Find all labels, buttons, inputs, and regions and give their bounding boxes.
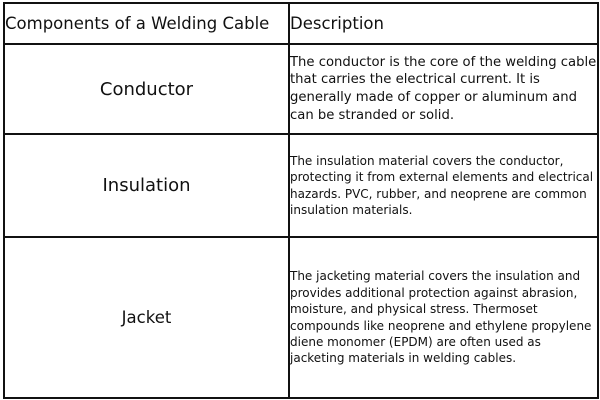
component-conductor: Conductor <box>4 44 289 134</box>
component-jacket: Jacket <box>4 237 289 398</box>
component-insulation: Insulation <box>4 134 289 237</box>
description-conductor: The conductor is the core of the welding cable that carries the electrical current. It is generally made of copper or aluminum and can be stranded or solid. <box>289 44 598 134</box>
welding-cable-table <box>3 2 599 399</box>
table-row <box>4 237 598 398</box>
table-row <box>4 44 598 134</box>
description-insulation: The insulation material covers the conductor, protecting it from external elements and electrical hazards. PVC, rubber, and neoprene are common insulation materials. <box>289 134 598 237</box>
description-jacket: The jacketing material covers the insulation and provides additional protection against abrasion, moisture, and physical stress. Thermoset compounds like neoprene and ethylene propylene diene monomer (EPDM) are often used as jacketing materials in welding cables. <box>289 237 598 398</box>
table-header-row <box>4 3 598 44</box>
header-description: Description <box>289 3 598 44</box>
table-row <box>4 134 598 237</box>
header-components: Components of a Welding Cable <box>4 3 289 44</box>
